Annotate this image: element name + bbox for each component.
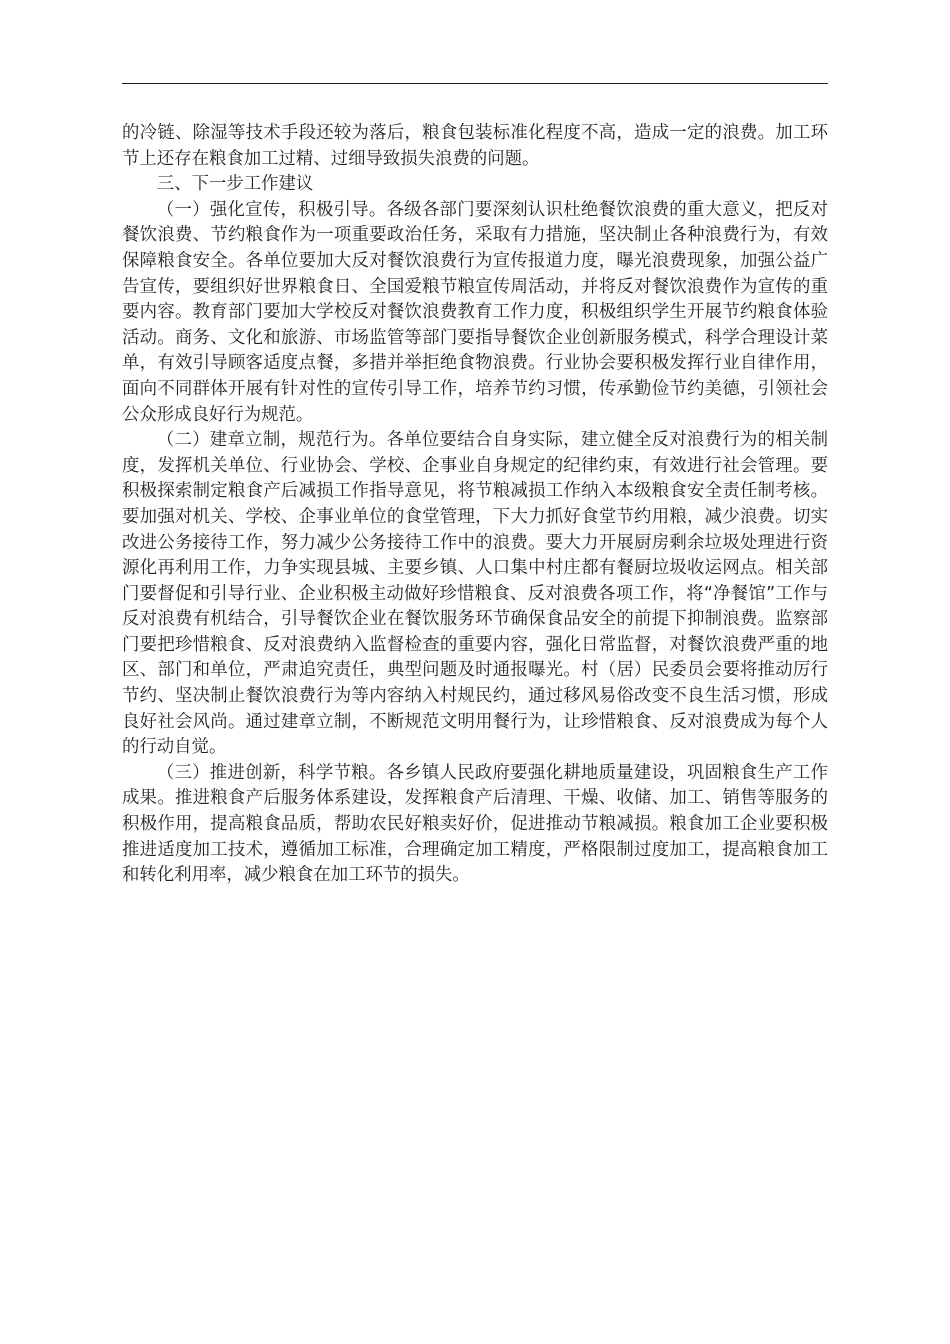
- paragraph-continuation: 的冷链、除湿等技术手段还较为落后，粮食包装标准化程度不高，造成一定的浪费。加工环节上还存在粮食加工过精、过细导致损失浪费的问题。: [122, 123, 828, 169]
- paragraph-innovation: （三）推进创新，科学节粮。各乡镇人民政府要强化耕地质量建设，巩固粮食生产工作成果。推进粮食产后服务体系建设，发挥粮食产后清理、干燥、收储、加工、销售等服务的积极作用，提高粮食品质，帮助农民好粮卖好价，促进推动节粮减损。粮食加工企业要积极推进适度加工技术，遵循加工标准，合理确定加工精度，严格限制过度加工，提高粮食加工和转化利用率，减少粮食在加工环节的损失。: [122, 762, 828, 886]
- document-body: [122, 121, 828, 889]
- header-rule: [122, 83, 828, 84]
- section-heading: 三、下一步工作建议: [156, 174, 314, 195]
- paragraph-publicity: （一）强化宣传，积极引导。各级各部门要深刻认识杜绝餐饮浪费的重大意义，把反对餐饮浪费、节约粮食作为一项重要政治任务，采取有力措施，坚决制止各种浪费行为，有效保障粮食安全。各单位要加大反对餐饮浪费行为宣传报道力度，曝光浪费现象，加强公益广告宣传，要组织好世界粮食日、全国爱粮节粮宣传周活动，并将反对餐饮浪费作为宣传的重要内容。教育部门要加大学校反对餐饮浪费教育工作力度，积极组织学生开展节约粮食体验活动。商务、文化和旅游、市场监管等部门要指导餐饮企业创新服务模式，科学合理设计菜单，有效引导顾客适度点餐，多措并举拒绝食物浪费。行业协会要积极发挥行业自律作用，面向不同群体开展有针对性的宣传引导工作，培养节约习惯，传承勤俭节约美德，引领社会公众形成良好行为规范。: [122, 199, 828, 425]
- paragraph-regulations: （二）建章立制，规范行为。各单位要结合自身实际，建立健全反对浪费行为的相关制度，发挥机关单位、行业协会、学校、企事业自身规定的纪律约束，有效进行社会管理。要积极探索制定粮食产后减损工作指导意见，将节粮减损工作纳入本级粮食安全责任制考核。要加强对机关、学校、企事业单位的食堂管理，下大力抓好食堂节约用粮，减少浪费。切实改进公务接待工作，努力减少公务接待工作中的浪费。要大力开展厨房剩余垃圾处理进行资源化再利用工作，力争实现县城、主要乡镇、人口集中村庄都有餐厨垃圾收运网点。相关部门要督促和引导行业、企业积极主动做好珍惜粮食、反对浪费各项工作，将“净餐馆”工作与反对浪费有机结合，引导餐饮企业在餐饮服务环节确保食品安全的前提下抑制浪费。监察部门要把珍惜粮食、反对浪费纳入监督检查的重要内容，强化日常监督，对餐饮浪费严重的地区、部门和单位，严肃追究责任，典型问题及时通报曝光。村（居）民委员会要将推动厉行节约、坚决制止餐饮浪费行为等内容纳入村规民约，通过移风易俗改变不良生活习惯，形成良好社会风尚。通过建章立制，不断规范文明用餐行为，让珍惜粮食、反对浪费成为每个人的行动自觉。: [122, 430, 828, 758]
